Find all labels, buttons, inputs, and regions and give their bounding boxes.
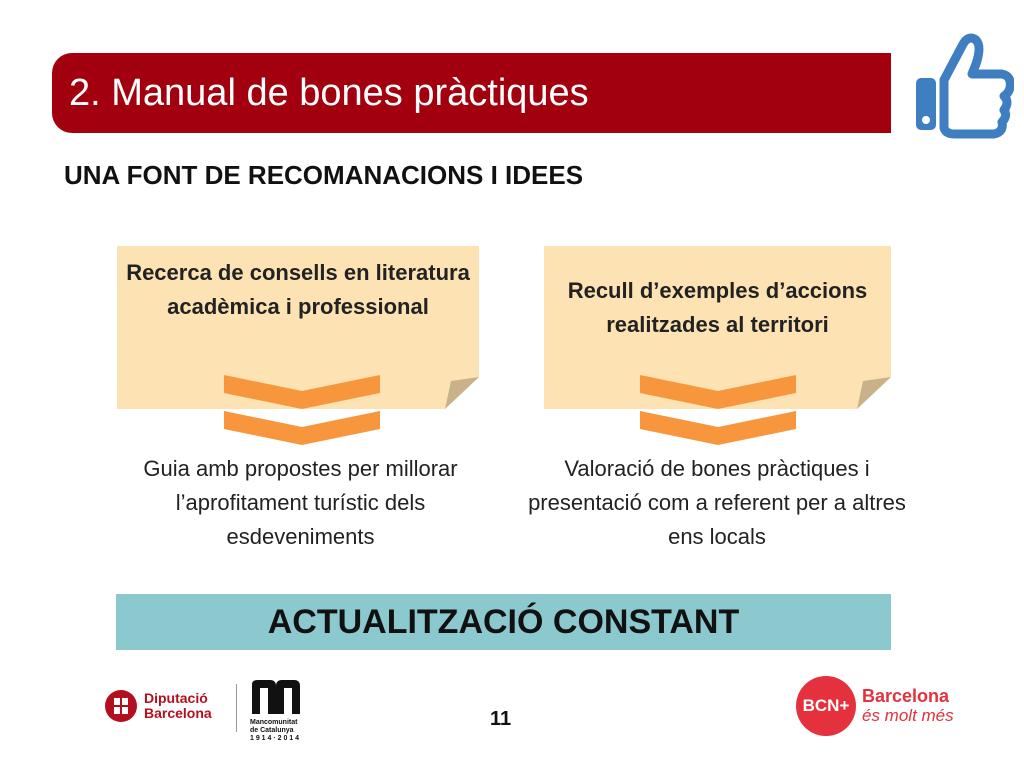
subtitle: UNA FONT DE RECOMANACIONS I IDEES — [64, 160, 584, 190]
note-text-left: Recerca de consells en literatura acadèmica i professional — [126, 260, 470, 319]
logo-divider — [236, 684, 237, 732]
banner — [116, 594, 891, 650]
note-text-right: Recull d’exemples d’accions realitzades al territori — [567, 278, 868, 337]
mancomunitat-logo — [250, 680, 310, 743]
outcome-text-right: Valoració de bones pràctiques i presentació com a referent per a altres ens locals — [528, 456, 906, 549]
mancomunitat-years: 1 9 1 4 · 2 0 1 4 — [250, 735, 300, 742]
barcelona-line-1: Barcelona — [862, 686, 950, 706]
thumbs-up-icon — [910, 28, 1014, 140]
bcn-mark: BCN+ — [796, 676, 856, 736]
page-number: 11 — [490, 708, 512, 730]
diputacio-line-1: Diputació — [144, 690, 208, 706]
chevron-down-icon — [222, 375, 382, 445]
title-bar — [52, 53, 891, 133]
page-curl-icon — [857, 377, 891, 409]
mancomunitat-line-1: Mancomunitat — [250, 719, 298, 726]
page-title: 2. Manual de bones pràctiques — [69, 71, 589, 114]
barcelona-logo — [796, 676, 954, 736]
mancomunitat-line-2: de Catalunya — [250, 727, 294, 734]
outcome-text-left: Guia amb propostes per millorar l’aprofitament turístic dels esdeveniments — [143, 456, 458, 549]
page-curl-icon — [445, 377, 479, 409]
diputacio-line-2: Barcelona — [144, 705, 212, 721]
mancomunitat-m-icon — [250, 680, 302, 714]
chevron-down-icon — [638, 375, 798, 445]
diputacio-logo — [104, 688, 212, 724]
banner-text: ACTUALITZACIÓ CONSTANT — [267, 602, 740, 641]
barcelona-line-2: és molt més — [862, 706, 954, 725]
diputacio-shield-icon — [104, 688, 138, 724]
